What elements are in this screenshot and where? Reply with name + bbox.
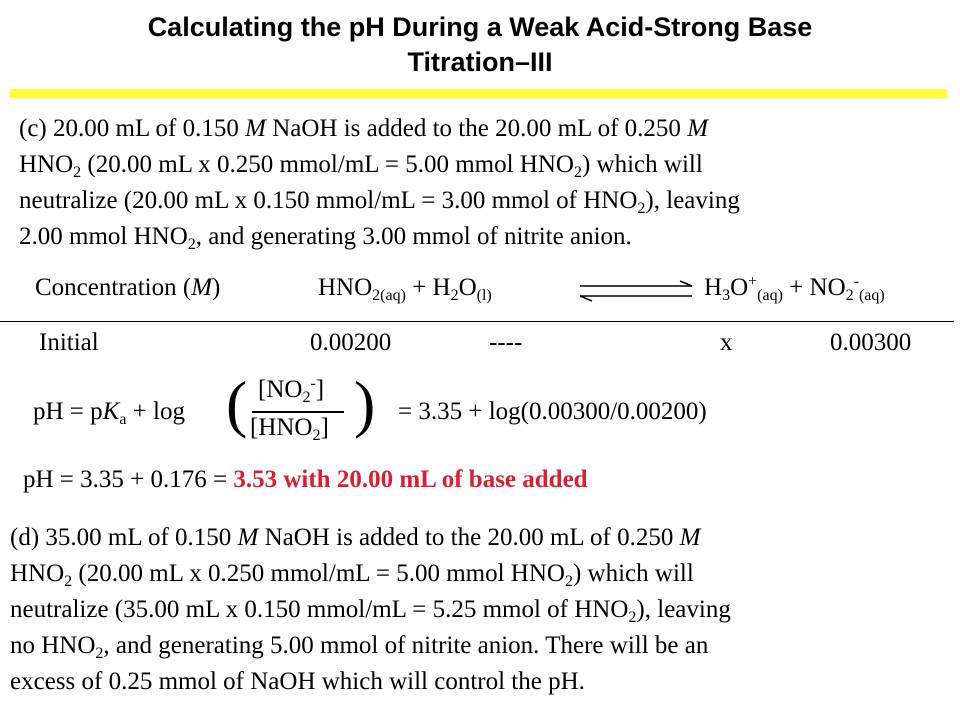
title-line-1: Calculating the pH During a Weak Acid-Strong Base <box>147 12 813 42</box>
initial-h3o: x <box>720 329 733 356</box>
part-d-paragraph <box>10 520 950 700</box>
ph-formula-lhs: pH = $pK_a + \log$ <box>33 398 185 428</box>
part-c-line-1: (c) 20.00 mL of 0.150 M NaOH is added to the 20.00 mL of 0.250 M <box>19 115 709 142</box>
left-paren: ( <box>226 368 248 439</box>
part-d-line-1: (d) 35.00 mL of 0.150 M NaOH is added to the 20.00 mL of 0.250 M <box>10 524 701 551</box>
part-d-line-3: neutralize (35.00 mL x 0.150 mmol/mL = 5.25 mmol of $HNO_2$), leaving <box>10 596 731 626</box>
part-c-line-2: $HNO_2$ (20.00 mL x 0.250 mmol/mL = 5.00 mmol $HNO_2$) which will <box>19 151 703 181</box>
title-line-2: Titration–III <box>407 47 553 77</box>
right-paren: ) <box>354 368 376 439</box>
part-c-paragraph <box>19 111 949 255</box>
initial-h2o: ---- <box>489 329 523 356</box>
part-c-line-3: neutralize (20.00 mL x 0.150 mmol/mL = 3.00 mmol of $HNO_2$), leaving <box>19 187 740 217</box>
ph-note: with 20.00 mL of base added <box>283 466 588 493</box>
concentration-label: Concentration (M) <box>35 274 221 301</box>
fraction-bar <box>252 411 344 413</box>
equilibrium-arrow-icon <box>576 280 696 302</box>
part-d-line-5: excess of 0.25 mmol of NaOH which will control the pH. <box>10 668 585 695</box>
ph-formula-rhs: = 3.35 + log(0.00300/0.00200) <box>398 398 707 425</box>
ph-result: pH = 3.35 + 0.176 = 3.53 with 20.00 mL of base added <box>23 466 588 493</box>
title-underline <box>10 89 947 98</box>
ph-value: 3.53 <box>233 466 278 493</box>
initial-label: Initial <box>39 329 99 356</box>
initial-hno2: 0.00200 <box>310 329 392 356</box>
denominator: $[HNO_2]$ <box>250 414 329 444</box>
part-c-line-4: 2.00 mmol $HNO_2$, and generating 3.00 mmol of nitrite anion. <box>19 223 632 253</box>
table-divider <box>0 321 954 322</box>
reactants: $HNO_{2(aq)} + H_2O_{(l)}$ <box>318 274 492 304</box>
numerator: $[NO_2^-]$ <box>258 375 325 406</box>
part-d-line-2: $HNO_2$ (20.00 mL x 0.250 mmol/mL = 5.00 mmol $HNO_2$) which will <box>10 560 694 590</box>
initial-no2: 0.00300 <box>830 329 912 356</box>
part-d-line-4: no $HNO_2$, and generating 5.00 mmol of nitrite anion. There will be an <box>10 632 709 662</box>
slide-title <box>0 10 960 80</box>
products: $H_3O^+_{(aq)} + NO_2^-_{(aq)}$ <box>704 273 885 304</box>
